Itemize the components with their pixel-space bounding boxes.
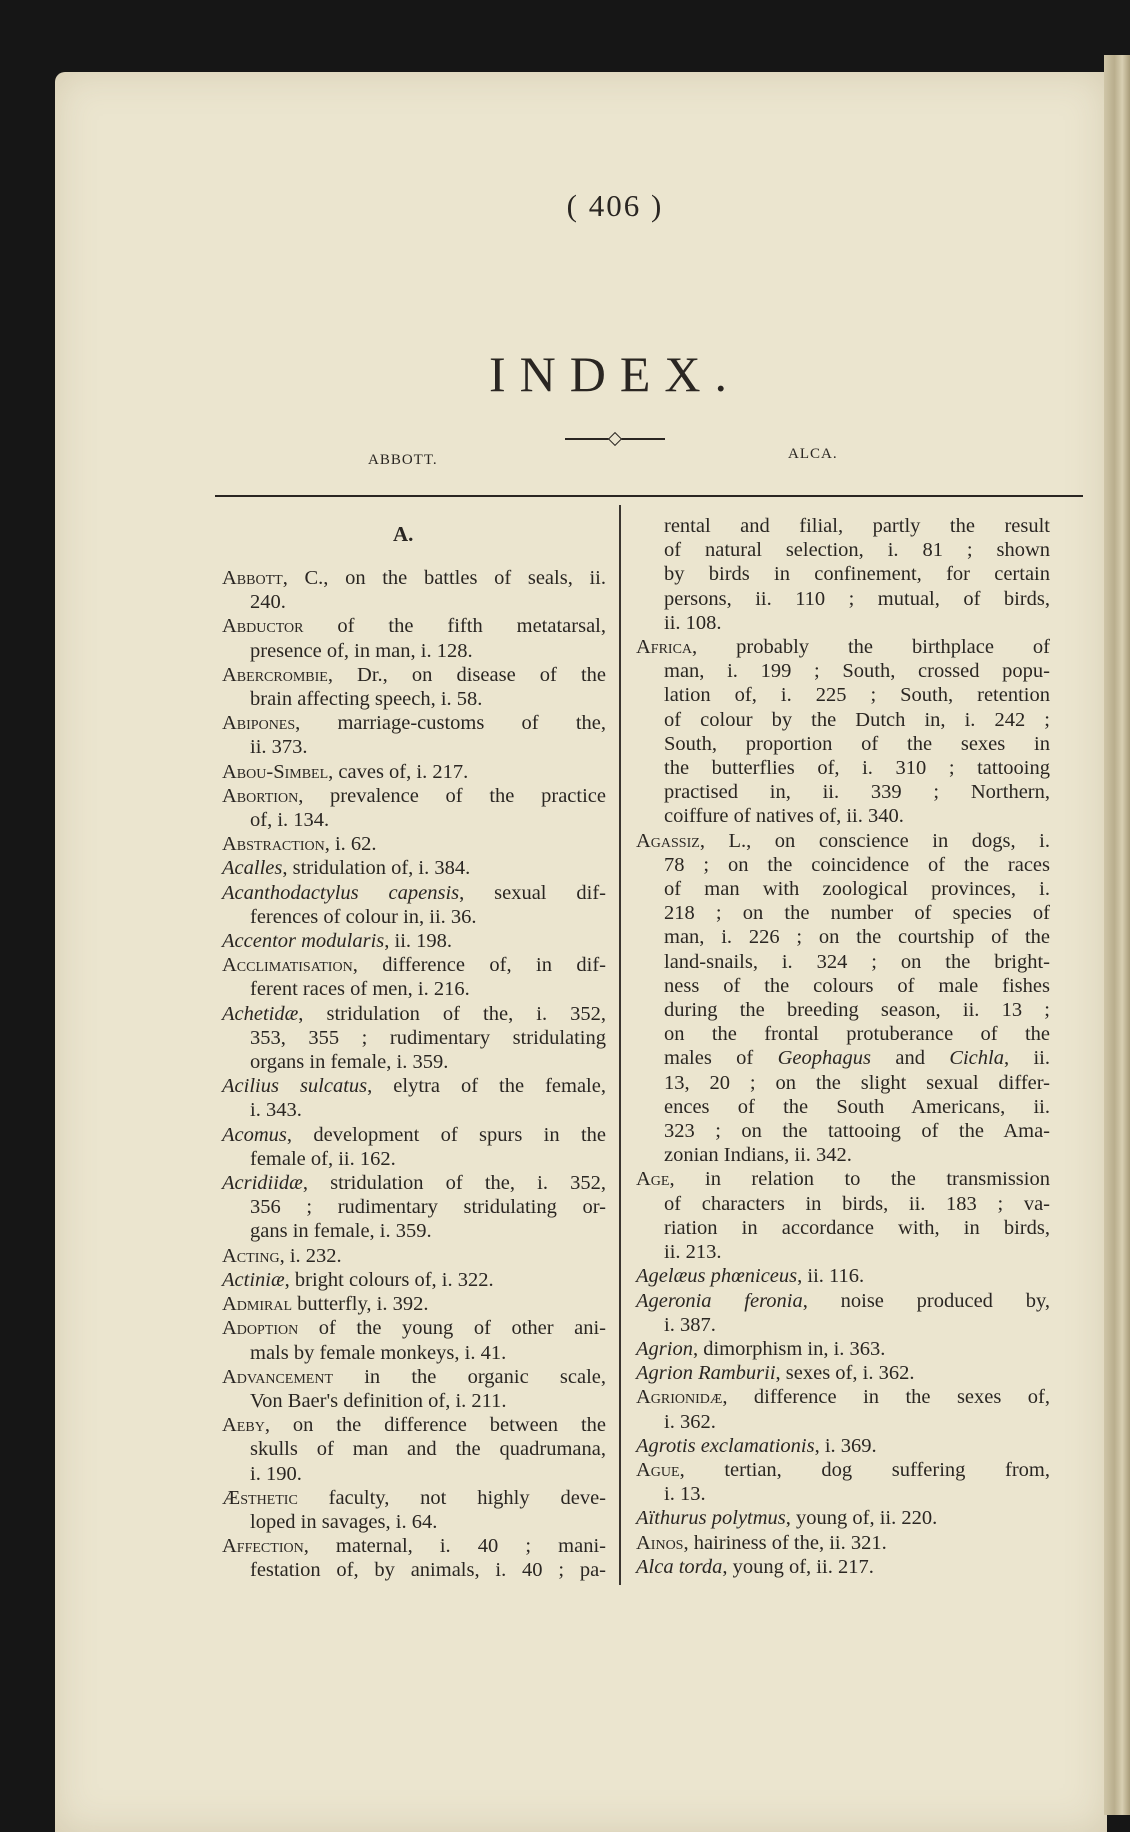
- entry-headword: Abstraction: [222, 833, 325, 856]
- entry-line: [636, 877, 1050, 901]
- entry-text: i. 362.: [664, 1410, 716, 1433]
- entry-line: [222, 614, 606, 638]
- entry-text: , noise produced by,: [802, 1289, 1050, 1312]
- entry-line: [222, 663, 606, 687]
- entry-line: [636, 974, 1050, 998]
- entry-text: , on the difference between the: [264, 1414, 606, 1437]
- index-entry: [222, 881, 606, 929]
- entry-text: ii. 373.: [250, 736, 308, 759]
- entry-line: [636, 1555, 1050, 1579]
- page-number: ( 406 ): [566, 188, 664, 223]
- entry-line: [222, 1558, 606, 1582]
- index-entry: [222, 1244, 606, 1268]
- entry-line: [636, 1337, 1050, 1361]
- entry-text: butterfly, i. 392.: [292, 1293, 429, 1316]
- entry-text: , stridulation of the, i. 352,: [298, 1002, 606, 1025]
- entry-line: [636, 853, 1050, 877]
- entry-text: , i. 232.: [279, 1244, 342, 1267]
- index-entry: [222, 760, 606, 784]
- entry-text: , development of spurs in the: [286, 1123, 606, 1146]
- entry-text: , ii. 116.: [797, 1265, 865, 1288]
- entry-line: [636, 1385, 1050, 1409]
- entry-text: i. 190.: [250, 1462, 302, 1485]
- entry-text: , maternal, i. 40 ; mani-: [303, 1535, 606, 1558]
- entry-line: [636, 1216, 1050, 1240]
- entry-text: the butterflies of, i. 310 ; tattooing: [664, 757, 1050, 780]
- entry-line: [636, 1046, 1050, 1070]
- index-column-right: [636, 514, 1050, 1579]
- entry-line: [636, 901, 1050, 925]
- entry-text: organs in female, i. 359.: [250, 1051, 449, 1074]
- entry-text: ness of the colours of male fishes: [664, 974, 1050, 997]
- entry-line: [222, 1195, 606, 1219]
- entry-text: mals by female monkeys, i. 41.: [250, 1341, 507, 1364]
- index-entry: [636, 1167, 1050, 1264]
- entry-headword: Advancement: [222, 1365, 333, 1388]
- index-entry: [636, 1337, 1050, 1361]
- entry-text: land-snails, i. 324 ; on the bright-: [664, 950, 1050, 973]
- entry-line: [222, 1365, 606, 1389]
- index-entry: [222, 1171, 606, 1244]
- running-head-right: ALCA.: [788, 446, 838, 462]
- entry-line: [636, 562, 1050, 586]
- entry-line: [636, 1143, 1050, 1167]
- entry-line: [222, 1341, 606, 1365]
- entry-text: rental and filial, partly the result: [664, 515, 1050, 537]
- entry-italic-term: Acilius sulcatus: [222, 1075, 368, 1098]
- entry-text: , elytra of the female,: [367, 1075, 606, 1098]
- entry-line: [636, 1192, 1050, 1216]
- entry-line: [222, 929, 606, 953]
- index-entry: [222, 1486, 606, 1534]
- entry-text: loped in savages, i. 64.: [250, 1510, 438, 1533]
- entry-text: ii. 108.: [664, 611, 722, 634]
- entry-text: , in relation to the transmission: [669, 1168, 1050, 1191]
- entry-headword: Adoption: [222, 1317, 299, 1340]
- entry-headword: Admiral: [222, 1293, 293, 1316]
- entry-line: [636, 1458, 1050, 1482]
- entry-italic-term: Geophagus: [777, 1047, 871, 1070]
- entry-line: [222, 1171, 606, 1195]
- index-entry: [222, 711, 606, 759]
- entry-line: [222, 1268, 606, 1292]
- entry-line: [636, 998, 1050, 1022]
- entry-text: , i. 62.: [324, 833, 377, 856]
- entry-text: by birds in confinement, for certain: [664, 563, 1050, 586]
- index-entry: [636, 1531, 1050, 1555]
- entry-text: female of, ii. 162.: [250, 1147, 396, 1170]
- entry-text: males of: [664, 1047, 778, 1070]
- index-entry: [636, 514, 1050, 635]
- entry-line: [636, 1119, 1050, 1143]
- entry-line: [636, 950, 1050, 974]
- entry-line: [636, 780, 1050, 804]
- entry-text: presence of, in man, i. 128.: [250, 639, 473, 662]
- entry-line: [222, 1462, 606, 1486]
- entry-italic-term: Accentor modularis: [222, 930, 385, 953]
- entry-headword: Æsthetic: [222, 1486, 298, 1509]
- entry-line: [636, 1531, 1050, 1555]
- entry-text: , difference in the sexes of,: [722, 1386, 1050, 1409]
- entry-text: 218 ; on the number of species of: [664, 902, 1050, 925]
- index-entry: [222, 663, 606, 711]
- index-entry: [636, 829, 1050, 1168]
- entry-line: [222, 1292, 606, 1316]
- entry-text: , probably the birthplace of: [692, 636, 1050, 659]
- entry-line: [222, 1413, 606, 1437]
- entry-line: [222, 905, 606, 929]
- entry-line: [222, 639, 606, 663]
- entry-text: , stridulation of the, i. 352,: [302, 1172, 606, 1195]
- entry-text: faculty, not highly deve-: [297, 1486, 606, 1509]
- entry-line: [636, 1095, 1050, 1119]
- entry-italic-term: Actiniæ: [222, 1268, 285, 1291]
- entry-line: [222, 1510, 606, 1534]
- entry-line: [222, 1437, 606, 1461]
- entry-text: brain affecting speech, i. 58.: [250, 688, 483, 711]
- entry-text: ferences of colour in, ii. 36.: [250, 905, 477, 928]
- index-entry: [222, 1292, 606, 1316]
- entry-text: South, proportion of the sexes in: [664, 732, 1050, 755]
- entry-text: , tertian, dog suffering from,: [679, 1458, 1050, 1481]
- entry-text: 353, 355 ; rudimentary stridulating: [250, 1026, 606, 1049]
- entry-text: ii. 213.: [664, 1241, 722, 1264]
- entry-line: [636, 804, 1050, 828]
- entry-line: [222, 977, 606, 1001]
- index-entry: [222, 832, 606, 856]
- index-entry: [222, 1365, 606, 1413]
- entry-text: zonian Indians, ii. 342.: [664, 1144, 852, 1167]
- entry-line: [222, 1389, 606, 1413]
- entry-text: in the organic scale,: [333, 1365, 606, 1388]
- entry-text: of man with zoological provinces, i.: [664, 878, 1050, 901]
- entry-line: [222, 832, 606, 856]
- entry-text: i. 387.: [664, 1313, 716, 1336]
- entry-italic-term: Acalles: [222, 857, 283, 880]
- entry-text: of the young of other ani-: [298, 1317, 606, 1340]
- entry-italic-term: Acomus: [222, 1123, 287, 1146]
- entry-line: [636, 1167, 1050, 1191]
- entry-text: 356 ; rudimentary stridulating or-: [250, 1196, 606, 1219]
- entry-line: [636, 514, 1050, 538]
- entry-headword: Abbott: [222, 567, 283, 589]
- entry-line: [636, 1410, 1050, 1434]
- entry-line: [636, 1361, 1050, 1385]
- entry-line: [636, 1071, 1050, 1095]
- entry-text: of, i. 134.: [250, 809, 330, 832]
- entry-text: , bright colours of, i. 322.: [284, 1268, 494, 1291]
- index-entry: [636, 1506, 1050, 1530]
- entry-line: [636, 829, 1050, 853]
- entry-text: i. 343.: [250, 1099, 302, 1122]
- entry-line: [222, 1074, 606, 1098]
- entry-line: [222, 760, 606, 784]
- entry-text: 13, 20 ; on the slight sexual differ-: [664, 1071, 1050, 1094]
- section-letter: A.: [393, 522, 414, 546]
- entry-text: riation in accordance with, in birds,: [664, 1216, 1050, 1239]
- entry-line: [636, 659, 1050, 683]
- entry-headword: Abortion: [222, 784, 299, 807]
- entry-line: [636, 538, 1050, 562]
- entry-line: [636, 1313, 1050, 1337]
- entry-text: during the breeding season, ii. 13 ;: [664, 999, 1050, 1022]
- entry-text: , L., on conscience in dogs, i.: [699, 829, 1050, 852]
- entry-text: , prevalence of the practice: [298, 784, 606, 807]
- entry-line: [636, 1289, 1050, 1313]
- entry-text: lation of, i. 225 ; South, retention: [664, 684, 1050, 707]
- entry-text: of natural selection, i. 81 ; shown: [664, 539, 1050, 562]
- entry-text: , Dr., on disease of the: [327, 663, 606, 686]
- entry-text: gans in female, i. 359.: [250, 1220, 432, 1243]
- entry-text: skulls of man and the quadrumana,: [250, 1438, 606, 1461]
- entry-text: , hairiness of the, ii. 321.: [683, 1531, 887, 1554]
- index-entry: [222, 1123, 606, 1171]
- entry-line: [222, 856, 606, 880]
- entry-italic-term: Aïthurus polytmus: [636, 1507, 786, 1530]
- entry-text: , sexual dif-: [459, 881, 606, 904]
- entry-line: [636, 1240, 1050, 1264]
- entry-line: [222, 735, 606, 759]
- entry-line: [636, 1022, 1050, 1046]
- index-entry: [222, 1316, 606, 1364]
- entry-text: ences of the South Americans, ii.: [664, 1095, 1050, 1118]
- entry-text: 323 ; on the tattooing of the Ama-: [664, 1120, 1050, 1143]
- entry-line: [636, 587, 1050, 611]
- entry-text: , marriage-customs of the,: [295, 712, 606, 735]
- entry-text: , sexes of, i. 362.: [775, 1362, 915, 1385]
- entry-headword: Abou-Simbel: [222, 760, 329, 783]
- entry-italic-term: Acanthodactylus capensis: [222, 881, 460, 904]
- entry-line: [222, 953, 606, 977]
- index-entry: [636, 1361, 1050, 1385]
- entry-italic-term: Cichla: [949, 1047, 1004, 1070]
- entry-text: man, i. 199 ; South, crossed popu-: [664, 660, 1050, 683]
- entry-headword: Ague: [636, 1458, 680, 1481]
- entry-text: of characters in birds, ii. 183 ; va-: [664, 1192, 1050, 1215]
- entry-text: , stridulation of, i. 384.: [282, 857, 471, 880]
- index-entry: [222, 1002, 606, 1075]
- entry-headword: Abercrombie: [222, 663, 328, 686]
- entry-line: [636, 611, 1050, 635]
- entry-line: [636, 1482, 1050, 1506]
- entry-headword: Agassiz: [636, 829, 700, 852]
- entry-line: [636, 683, 1050, 707]
- entry-text: , ii.: [1003, 1047, 1050, 1070]
- index-entry: [636, 1458, 1050, 1506]
- index-entry: [636, 1555, 1050, 1579]
- entry-line: [222, 1002, 606, 1026]
- index-entry: [222, 856, 606, 880]
- entry-line: [222, 1050, 606, 1074]
- entry-text: , ii. 198.: [384, 930, 453, 953]
- entry-italic-term: Agrotis exclamationis: [636, 1434, 815, 1457]
- entry-text: , i. 369.: [814, 1434, 877, 1457]
- entry-text: persons, ii. 110 ; mutual, of birds,: [664, 587, 1050, 610]
- entry-line: [636, 1434, 1050, 1458]
- header-rule: [215, 495, 1083, 497]
- ornament-divider: [565, 436, 665, 442]
- entry-italic-term: Acridiidæ: [222, 1172, 303, 1195]
- entry-text: , young of, ii. 217.: [722, 1555, 874, 1578]
- entry-text: , difference of, in dif-: [352, 954, 606, 977]
- entry-line: [222, 881, 606, 905]
- entry-headword: Acting: [222, 1244, 280, 1267]
- entry-italic-term: Ageronia feronia: [636, 1289, 803, 1312]
- entry-headword: Africa: [636, 636, 693, 659]
- entry-text: i. 13.: [664, 1483, 706, 1506]
- running-head-left: ABBOTT.: [368, 452, 438, 468]
- entry-text: of colour by the Dutch in, i. 242 ;: [664, 708, 1050, 731]
- entry-text: and: [871, 1047, 950, 1070]
- entry-line: [636, 708, 1050, 732]
- entry-text: , young of, ii. 220.: [785, 1507, 938, 1530]
- entry-text: , C., on the battles of seals, ii.: [282, 567, 606, 589]
- entry-headword: Acclimatisation: [222, 954, 353, 977]
- entry-line: [222, 1098, 606, 1122]
- index-entry: [636, 1264, 1050, 1288]
- index-entry: [636, 1385, 1050, 1433]
- entry-italic-term: Agelæus phœniceus: [636, 1265, 798, 1288]
- entry-headword: Agrionidæ: [636, 1386, 723, 1409]
- entry-text: practised in, ii. 339 ; Northern,: [664, 781, 1050, 804]
- index-column-left: [222, 566, 606, 1583]
- entry-text: ferent races of men, i. 216.: [250, 978, 470, 1001]
- entry-line: [222, 1147, 606, 1171]
- entry-line: [222, 1244, 606, 1268]
- index-entry: [636, 1434, 1050, 1458]
- index-entry: [222, 566, 606, 614]
- index-entry: [222, 953, 606, 1001]
- entry-text: man, i. 226 ; on the courtship of the: [664, 926, 1050, 949]
- entry-text: Von Baer's definition of, i. 211.: [250, 1389, 507, 1412]
- index-entry: [222, 1074, 606, 1122]
- index-entry: [222, 784, 606, 832]
- page-stack-edge: [1104, 55, 1130, 1815]
- index-entry: [636, 1289, 1050, 1337]
- page-title: INDEX.: [488, 346, 742, 402]
- entry-line: [222, 687, 606, 711]
- entry-line: [222, 590, 606, 614]
- entry-headword: Ainos: [636, 1531, 684, 1554]
- index-entry: [222, 1268, 606, 1292]
- entry-line: [636, 1264, 1050, 1288]
- index-entry: [222, 1534, 606, 1582]
- entry-line: [222, 1219, 606, 1243]
- entry-text: 78 ; on the coincidence of the races: [664, 853, 1050, 876]
- entry-text: , caves of, i. 217.: [328, 760, 469, 783]
- entry-italic-term: Agrion: [636, 1337, 693, 1360]
- entry-text: festation of, by animals, i. 40 ; pa-: [250, 1559, 606, 1582]
- entry-line: [222, 784, 606, 808]
- entry-headword: Age: [636, 1168, 670, 1191]
- entry-line: [222, 566, 606, 590]
- entry-headword: Affection: [222, 1535, 304, 1558]
- entry-line: [222, 711, 606, 735]
- entry-text: , dimorphism in, i. 363.: [692, 1337, 886, 1360]
- entry-line: [636, 756, 1050, 780]
- entry-text: 240.: [250, 591, 286, 614]
- index-entry: [222, 1413, 606, 1486]
- entry-line: [636, 925, 1050, 949]
- entry-italic-term: Achetidæ: [222, 1002, 299, 1025]
- entry-line: [222, 1026, 606, 1050]
- entry-headword: Abipones: [222, 712, 296, 735]
- index-entry: [222, 614, 606, 662]
- entry-text: coiffure of natives of, ii. 340.: [664, 805, 904, 828]
- entry-line: [222, 808, 606, 832]
- index-entry: [222, 929, 606, 953]
- entry-line: [222, 1486, 606, 1510]
- entry-line: [636, 635, 1050, 659]
- column-divider: [619, 505, 621, 1585]
- entry-headword: Abductor: [222, 615, 304, 638]
- entry-line: [222, 1534, 606, 1558]
- entry-headword: Aeby: [222, 1414, 265, 1437]
- entry-line: [636, 1506, 1050, 1530]
- entry-italic-term: Alca torda: [636, 1555, 723, 1578]
- entry-line: [222, 1316, 606, 1340]
- entry-italic-term: Agrion Ramburii: [636, 1362, 776, 1385]
- index-entry: [636, 635, 1050, 829]
- entry-text: on the frontal protuberance of the: [664, 1023, 1050, 1046]
- entry-line: [636, 732, 1050, 756]
- entry-text: of the fifth metatarsal,: [303, 615, 606, 638]
- entry-line: [222, 1123, 606, 1147]
